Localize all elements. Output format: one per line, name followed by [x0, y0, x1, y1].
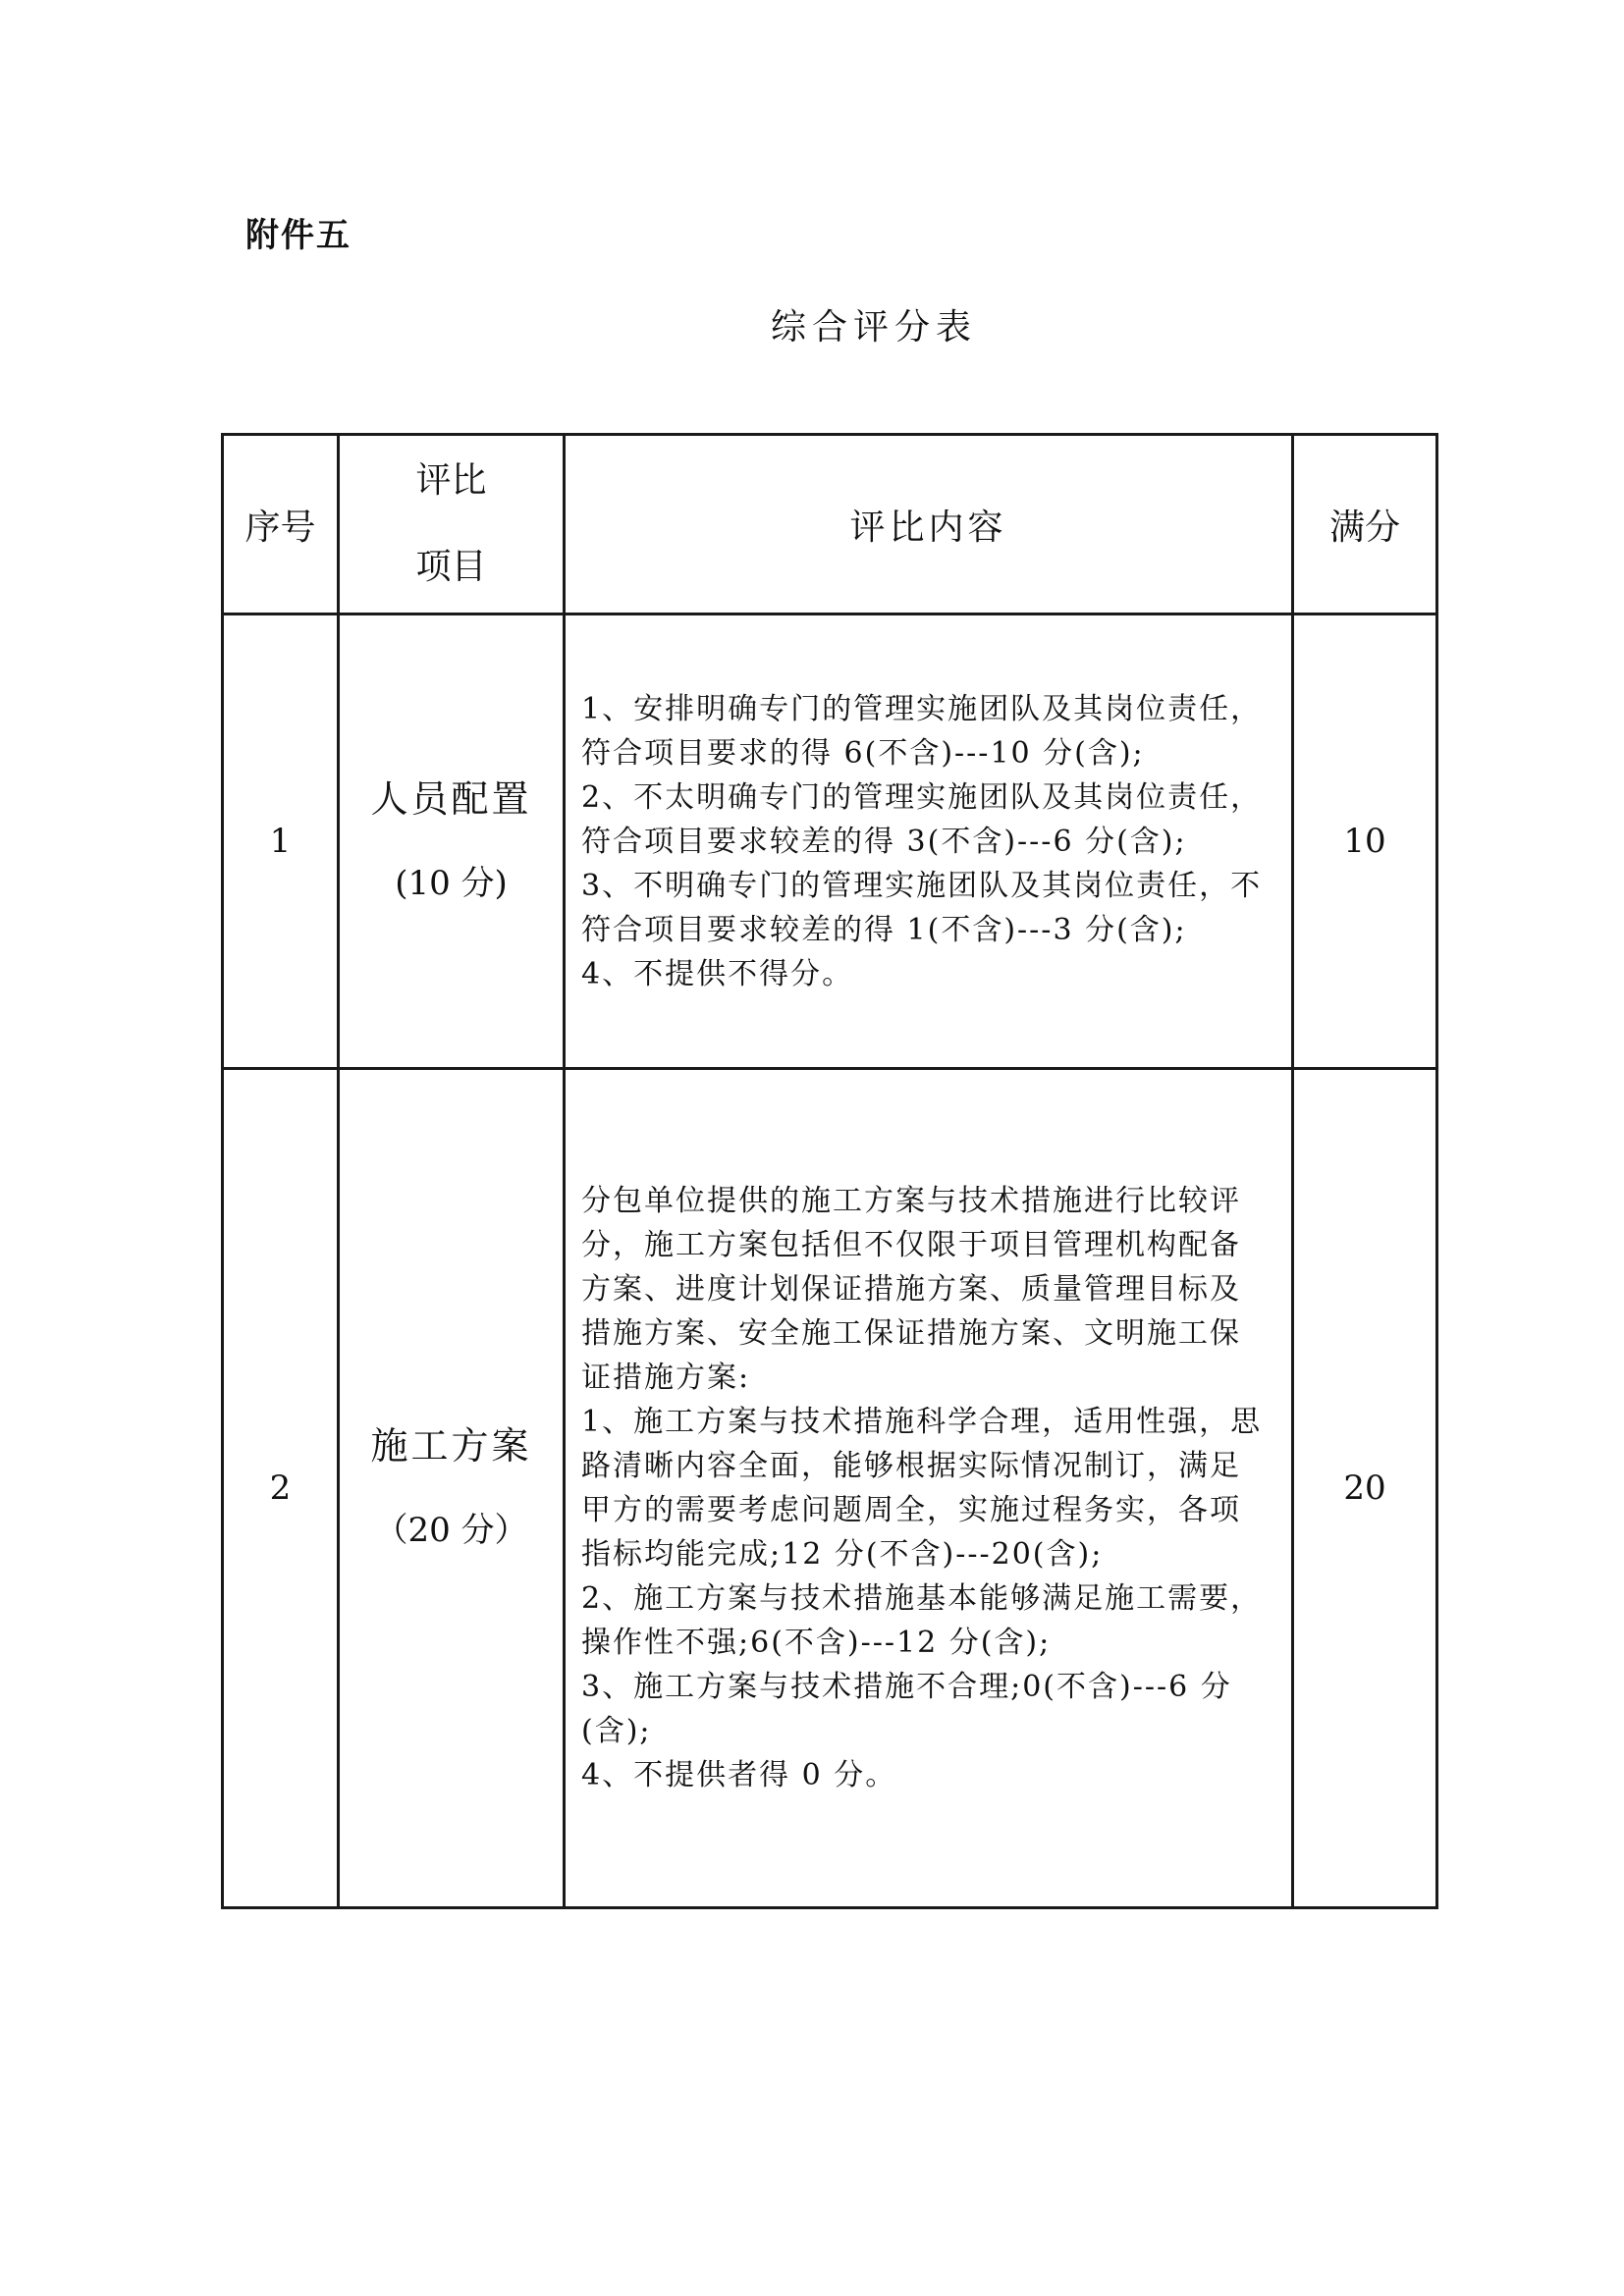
content-line: 2、施工方案与技术措施基本能够满足施工需要， — [581, 1581, 1263, 1616]
row-item — [339, 614, 565, 1069]
content-line: 分，施工方案包括但不仅限于项目管理机构配备 — [581, 1228, 1241, 1262]
content-line: 4、不提供不得分。 — [581, 956, 854, 991]
header-full-score: 满分 — [1293, 435, 1437, 614]
content-line: 措施方案、安全施工保证措施方案、文明施工保 — [581, 1316, 1241, 1351]
content-line: 指标均能完成;12 分(不含)---20(含); — [581, 1537, 1104, 1572]
content-line: 路清晰内容全面，能够根据实际情况制订，满足 — [581, 1449, 1241, 1483]
content-line: 符合项目要求的得 6(不含)---10 分(含); — [581, 735, 1145, 771]
header-item-line1: 评比 — [415, 460, 487, 501]
row-full-score: 10 — [1293, 614, 1437, 1069]
table-header-row — [223, 435, 1437, 614]
content-line: 3、施工方案与技术措施不合理;0(不含)---6 分 — [581, 1670, 1232, 1704]
content-line: 证措施方案: — [581, 1361, 751, 1395]
row-item — [339, 1069, 565, 1908]
content-line: 4、不提供者得 0 分。 — [581, 1758, 897, 1792]
row-seq: 2 — [223, 1069, 339, 1908]
content-line: 2、不太明确专门的管理实施团队及其岗位责任， — [581, 779, 1263, 815]
content-line: 符合项目要求较差的得 3(不含)---6 分(含); — [581, 824, 1187, 859]
content-line: 方案、进度计划保证措施方案、质量管理目标及 — [581, 1272, 1241, 1307]
table-row — [223, 1069, 1437, 1908]
header-item-line2: 项目 — [415, 547, 487, 587]
content-line: 甲方的需要考虑问题周全，实施过程务实，各项 — [581, 1493, 1241, 1527]
content-line: 3、不明确专门的管理实施团队及其岗位责任，不 — [581, 868, 1263, 903]
document-title: 综合评分表 — [770, 307, 977, 347]
scoring-table — [221, 433, 1438, 1909]
row-content — [565, 614, 1293, 1069]
content-line: 1、施工方案与技术措施科学合理，适用性强，思 — [581, 1405, 1263, 1439]
row-full-score: 20 — [1293, 1069, 1437, 1908]
content-line: 分包单位提供的施工方案与技术措施进行比较评 — [581, 1184, 1241, 1218]
header-seq: 序号 — [223, 435, 339, 614]
table-row — [223, 614, 1437, 1069]
row-content — [565, 1069, 1293, 1908]
row-seq: 1 — [223, 614, 339, 1069]
content-line: 1、安排明确专门的管理实施团队及其岗位责任， — [581, 691, 1263, 726]
content-line: (含); — [581, 1714, 652, 1748]
item-points: （20 分） — [374, 1511, 528, 1550]
item-points: (10 分) — [395, 864, 508, 903]
header-item — [339, 435, 565, 614]
content-line: 操作性不强;6(不含)---12 分(含); — [581, 1626, 1052, 1660]
item-name: 施工方案 — [370, 1424, 532, 1468]
item-name: 人员配置 — [370, 777, 532, 821]
header-content: 评比内容 — [565, 435, 1293, 614]
attachment-label: 附件五 — [245, 216, 352, 255]
content-line: 符合项目要求较差的得 1(不含)---3 分(含); — [581, 912, 1187, 947]
